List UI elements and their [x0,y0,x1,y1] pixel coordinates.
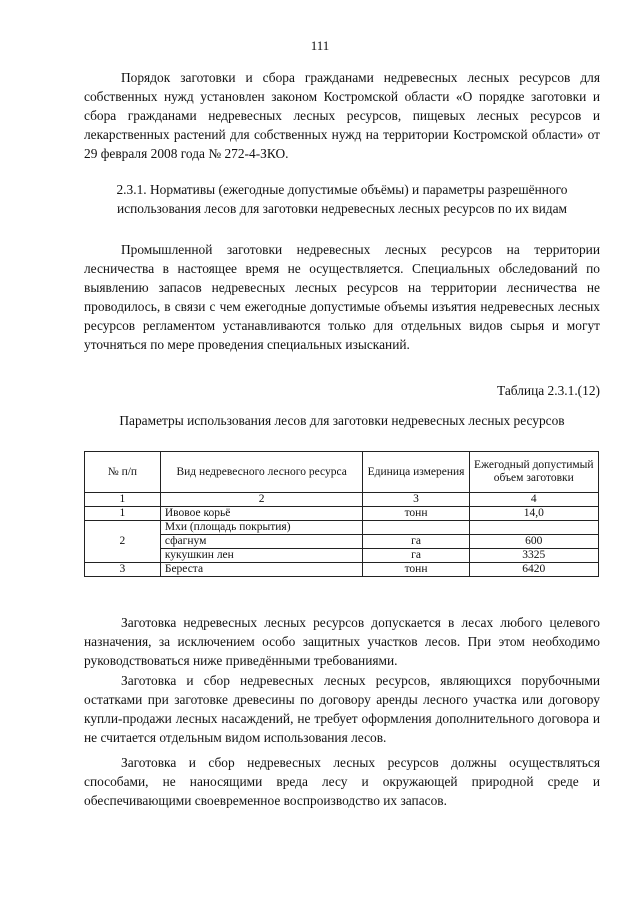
intro-paragraph: Порядок заготовки и сбора гражданами недревесных лесных ресурсов для собственных нужд установлен законом Костромской области «О порядке заготовки и сбора гражданами недревесных лесных ресурсов, пищевых лесных ресурсов и лекарственных растений для собственных нужд на территории Костромской области» от 29 февраля 2008 года № 272-4-ЗКО. [84,70,600,161]
resource-unit: тонн [363,507,469,521]
resource-volume: 3325 [469,549,598,563]
resource-volume: 600 [469,535,598,549]
table-column-numbers-row [85,493,599,507]
header-annual-volume: Ежегодный допустимый объем заготовки [469,452,598,493]
table-row [85,535,599,549]
paragraph-after-table-3: Заготовка и сбор недревесных лесных ресурсов должны осуществляться способами, не наносящими вреда лесу и окружающей природной среде и обеспечивающими своевременное воспроизводство их запасов. [84,755,600,808]
table-header-row [85,452,599,493]
resource-name: Береста [160,563,363,577]
section-heading: 2.3.1. Нормативы (ежегодные допустимые объёмы) и параметры разрешённого использования лесов для заготовки недревесных лесных ресурсов по их видам [116,182,568,216]
row-number: 3 [85,563,161,577]
section-paragraph: Промышленной заготовки недревесных лесных ресурсов на территории лесничества в настоящее время не осуществляется. Специальных обследований по выявлению запасов недревесных лесных ресурсов на территории лесничества не проводилось, в связи с чем ежегодные допустимые объемы изъятия недревесных лесных ресурсов регламентом устанавливаются только для отдельных видов сырья и могут уточняться по мере проведения специальных изысканий. [84,242,600,352]
table-row [85,507,599,521]
resource-volume [469,521,598,535]
column-number: 2 [160,493,363,507]
resource-volume: 6420 [469,563,598,577]
parameters-table [84,451,599,577]
table-row [85,563,599,577]
resource-name: кукушкин лен [160,549,363,563]
resource-unit [363,521,469,535]
paragraph-after-table-1: Заготовка недревесных лесных ресурсов допускается в лесах любого целевого назначения, за исключением особо защитных участков лесов. При этом необходимо руководствоваться ниже приведёнными требованиями. [84,615,600,668]
table-row [85,521,599,535]
header-resource-type: Вид недревесного лесного ресурса [160,452,363,493]
header-unit: Единица измерения [363,452,469,493]
row-number: 2 [85,521,161,563]
column-number: 1 [85,493,161,507]
table-title: Параметры использования лесов для заготовки недревесных лесных ресурсов [119,413,565,428]
row-number: 1 [85,507,161,521]
page-number: 111 [310,38,330,53]
resource-unit: га [363,549,469,563]
resource-group-name: Мхи (площадь покрытия) [160,521,363,535]
header-number: № п/п [85,452,161,493]
resource-name: Ивовое корьё [160,507,363,521]
column-number: 3 [363,493,469,507]
resource-unit: га [363,535,469,549]
resource-name: сфагнум [160,535,363,549]
resource-unit: тонн [363,563,469,577]
column-number: 4 [469,493,598,507]
resource-volume: 14,0 [469,507,598,521]
table-caption: Таблица 2.3.1.(12) [496,383,600,398]
paragraph-after-table-2: Заготовка и сбор недревесных лесных ресурсов, являющихся порубочными остатками при заготовке древесины по договору аренды лесного участка или договору купли-продажи лесных насаждений, не требует оформления дополнительного договора и не считается отдельным видом использования лесов. [84,673,600,745]
table-row [85,549,599,563]
